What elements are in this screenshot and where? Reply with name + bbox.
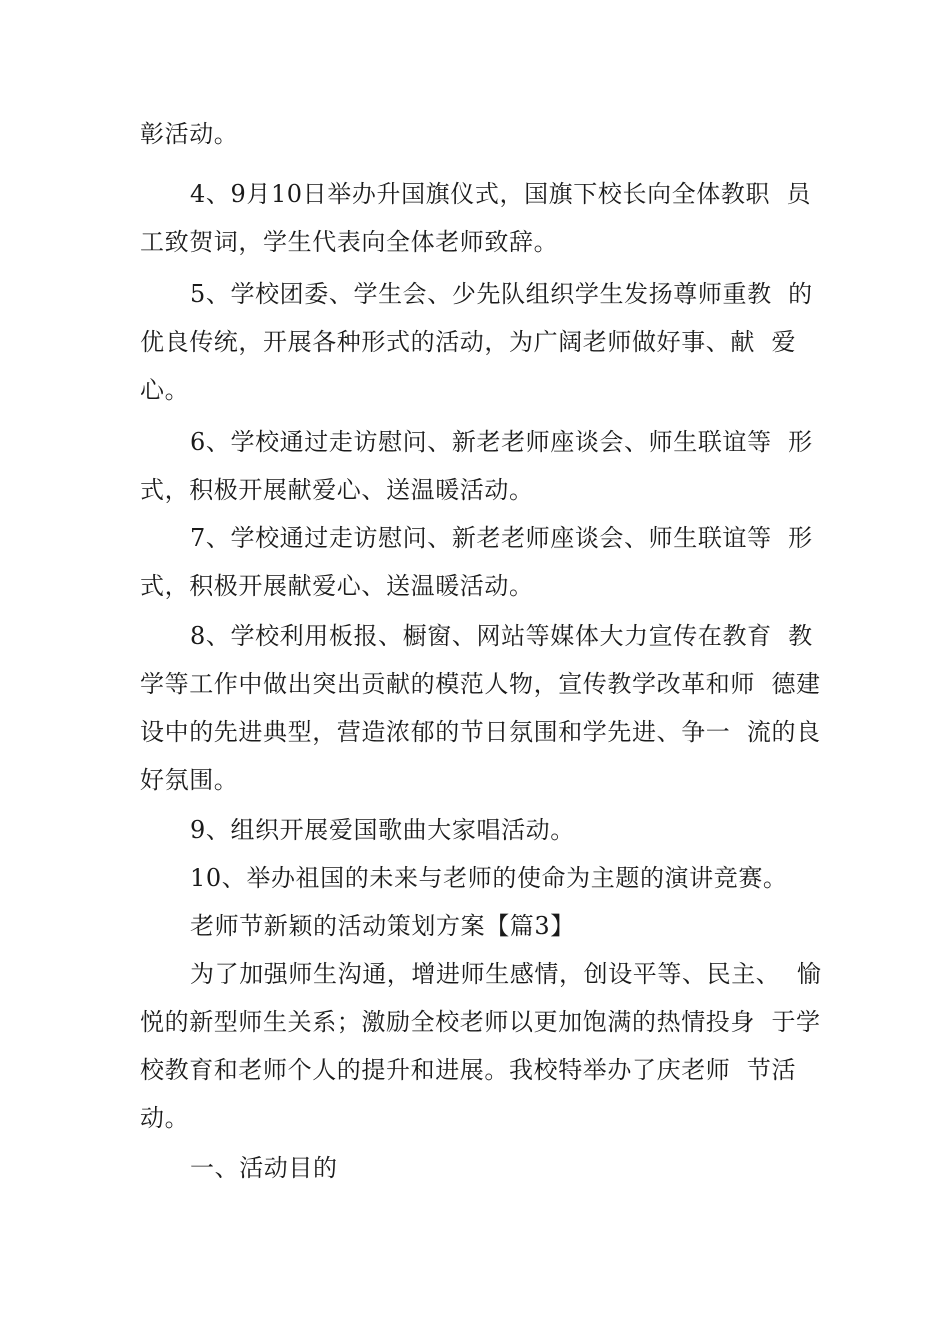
paragraph-line: 9、组织开展爱国歌曲大家唱活动。 [190,816,575,844]
paragraph-line: 为了加强师生沟通，增进师生感情，创设平等、民主、 愉 [190,960,822,988]
paragraph-line: 设中的先进典型，营造浓郁的节日氛围和学先进、争一 流的良 [140,718,821,746]
paragraph-line: 心。 [140,376,190,404]
paragraph-line: 校教育和老师个人的提升和进展。我校特举办了庆老师 节活 [140,1056,797,1084]
paragraph-line: 悦的新型师生关系；激励全校老师以更加饱满的热情投身 于学 [140,1008,821,1036]
paragraph-line: 彰活动。 [140,120,239,148]
paragraph-line: 工致贺词，学生代表向全体老师致辞。 [140,228,559,256]
paragraph-line: 动。 [140,1104,190,1132]
paragraph-line: 4、9月10日举办升国旗仪式，国旗下校长向全体教职 员 [190,180,812,208]
paragraph-line: 5、学校团委、学生会、少先队组织学生发扬尊师重教 的 [190,280,813,308]
paragraph-line: 6、学校通过走访慰问、新老老师座谈会、师生联谊等 形 [190,428,813,456]
paragraph-line: 8、学校利用板报、橱窗、网站等媒体大力宣传在教育 教 [190,622,813,650]
section-heading: 老师节新颖的活动策划方案【篇3】 [190,912,575,940]
paragraph-line: 7、学校通过走访慰问、新老老师座谈会、师生联谊等 形 [190,524,813,552]
paragraph-line: 优良传统，开展各种形式的活动，为广阔老师做好事、献 爱 [140,328,797,356]
section-heading: 一、活动目的 [190,1154,338,1182]
paragraph-line: 式，积极开展献爱心、送温暖活动。 [140,476,534,504]
paragraph-line: 式，积极开展献爱心、送温暖活动。 [140,572,534,600]
paragraph-line: 学等工作中做出突出贡献的模范人物，宣传教学改革和师 德建 [140,670,821,698]
paragraph-line: 好氛围。 [140,766,239,794]
paragraph-line: 10、举办祖国的未来与老师的使命为主题的演讲竞赛。 [190,864,788,892]
